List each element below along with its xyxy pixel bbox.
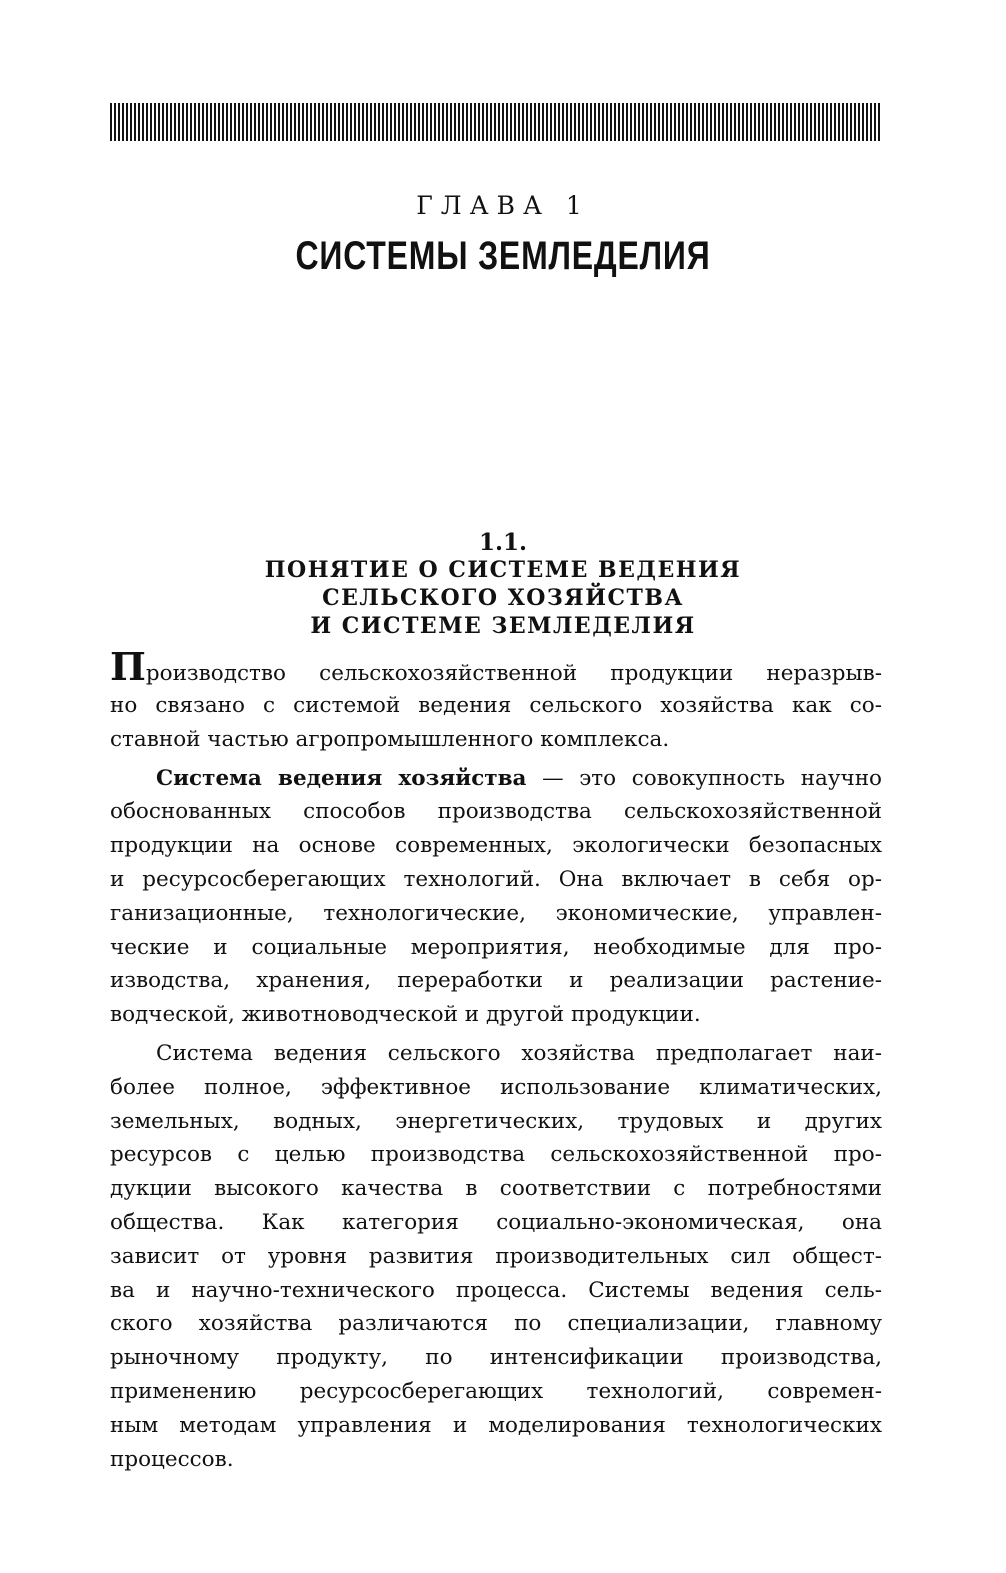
text-line: дукции высокого качества в соответствии с потребностями bbox=[110, 1176, 882, 1202]
text-line bbox=[110, 762, 882, 796]
section-title-line: И СИСТЕМЕ ЗЕМЛЕДЕЛИЯ bbox=[310, 613, 696, 639]
drop-cap: П bbox=[110, 652, 146, 689]
text-line: продукции на основе современных, экологически безопасных bbox=[110, 833, 882, 859]
text-line: ставной частью агропромышленного комплекса. bbox=[110, 726, 670, 752]
chapter-label: ГЛАВА 1 bbox=[416, 191, 590, 220]
body-text bbox=[110, 652, 882, 1476]
chapter-title: СИСТЕМЫ ЗЕМЛЕДЕЛИЯ bbox=[295, 234, 711, 278]
paragraph-1 bbox=[110, 652, 882, 757]
section-number: 1.1. bbox=[478, 529, 528, 556]
text-line: процессов. bbox=[110, 1446, 234, 1472]
text-line: ным методам управления и моделирования технологических bbox=[110, 1412, 882, 1438]
paragraph-2 bbox=[110, 762, 882, 1032]
paragraph-3 bbox=[110, 1037, 882, 1476]
text-line: и ресурсосберегающих технологий. Она включает в себя ор- bbox=[110, 866, 882, 892]
text-line: Система ведения сельского хозяйства предполагает наи- bbox=[156, 1040, 882, 1066]
text-line: применению ресурсосберегающих технологий, современ- bbox=[110, 1378, 882, 1404]
section-title bbox=[0, 556, 1006, 640]
text-line-content: — это совокупность научно bbox=[526, 765, 882, 791]
text-line: обоснованных способов производства сельскохозяйственной bbox=[110, 799, 882, 825]
text-line: ганизационные, технологические, экономические, управлен- bbox=[110, 900, 882, 926]
text-line-content: роизводство сельскохозяйственной продукции неразрыв- bbox=[145, 661, 882, 686]
section-title-line: СЕЛЬСКОГО ХОЗЯЙСТВА bbox=[322, 585, 684, 611]
text-line: рыночному продукту, по интенсификации производства, bbox=[110, 1345, 882, 1371]
text-line: ресурсов с целью производства сельскохозяйственной про- bbox=[110, 1142, 882, 1168]
decorative-header-rule bbox=[110, 103, 882, 141]
text-line: ва и научно-технического процесса. Системы ведения сель- bbox=[110, 1277, 882, 1303]
text-line: ческие и социальные мероприятия, необходимые для про- bbox=[110, 934, 882, 960]
text-line: ского хозяйства различаются по специализации, главному bbox=[110, 1311, 882, 1337]
defined-term: Система ведения хозяйства bbox=[156, 765, 527, 791]
text-line: но связано с системой ведения сельского хозяйства как со- bbox=[110, 693, 882, 718]
text-line: земельных, водных, энергетических, трудовых и других bbox=[110, 1108, 882, 1134]
text-line: водческой, животноводческой и другой продукции. bbox=[110, 1002, 701, 1028]
text-line: более полное, эффективное использование климатических, bbox=[110, 1074, 882, 1100]
text-line bbox=[110, 652, 882, 689]
text-line: зависит от уровня развития производительных сил общест- bbox=[110, 1243, 882, 1269]
text-line: общества. Как категория социально-экономическая, она bbox=[110, 1209, 882, 1235]
text-line: изводства, хранения, переработки и реализации растение- bbox=[110, 968, 882, 994]
section-title-line: ПОНЯТИЕ О СИСТЕМЕ ВЕДЕНИЯ bbox=[264, 557, 742, 583]
